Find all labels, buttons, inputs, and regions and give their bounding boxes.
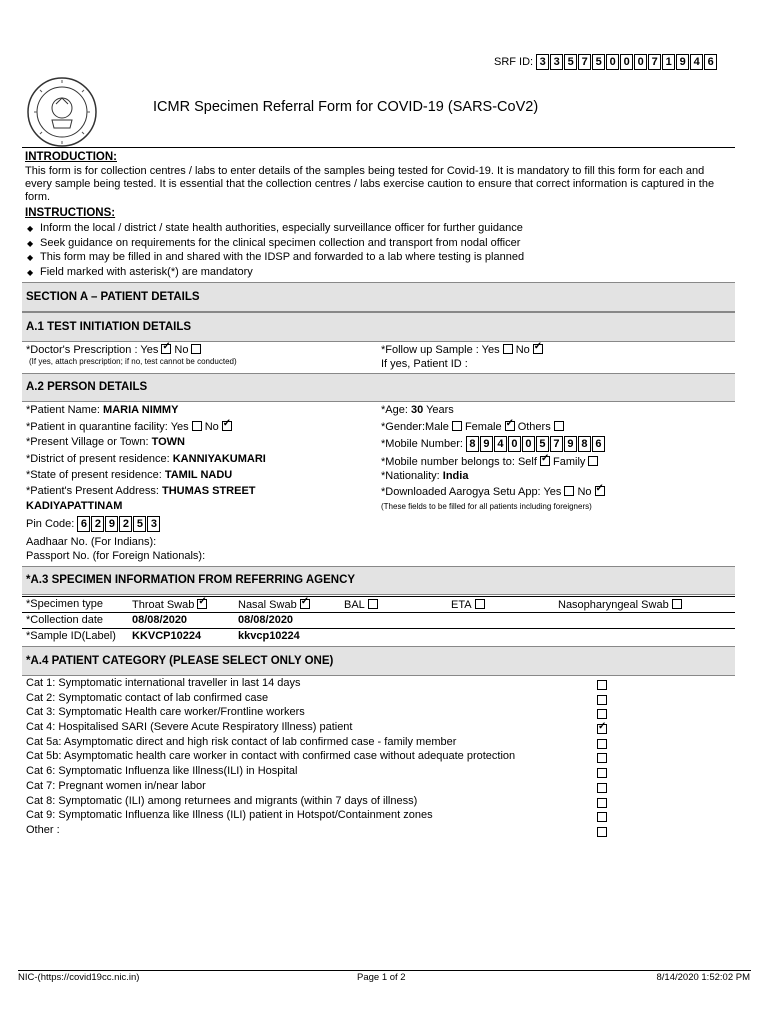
address-line2: KADIYAPATTINAM [26,500,123,512]
pin-code-label: Pin Code: [26,517,75,530]
category-label: Other : [26,823,60,836]
srf-digit-box: 5 [592,54,605,70]
srf-digit-box: 6 [704,54,717,70]
category-checkbox[interactable] [597,768,607,778]
category-checkbox[interactable] [597,827,607,837]
bal-label: BAL [344,599,365,611]
eta-checkbox[interactable] [475,599,485,609]
category-list [26,677,726,839]
quarantine-yes-checkbox[interactable] [192,421,202,431]
mobile-family-label: Family [553,456,586,468]
instructions-heading: INSTRUCTIONS: [25,207,116,219]
srf-digit-box: 3 [536,54,549,70]
category-row [26,795,726,810]
state-value: TAMIL NADU [164,469,233,481]
a3-rule-top [22,596,735,597]
follow-up-no-checkbox[interactable] [533,344,543,354]
aarogya-no-checkbox[interactable] [595,486,605,496]
collection-date-label: *Collection date [26,614,104,626]
age-unit: Years [423,404,454,416]
age-label: *Age: [381,404,411,416]
address-label: *Patient's Present Address: [26,485,163,497]
passport-label: Passport No. (for Foreign Nationals): [26,550,206,562]
category-row [26,736,726,751]
a2-heading: A.2 PERSON DETAILS [22,373,735,402]
category-label: Cat 5b: Asymptomatic health care worker in contact with confirmed case without adequate protection [26,750,516,763]
nationality-label: *Nationality: [381,470,443,482]
intro-heading: INTRODUCTION: [25,151,117,163]
patient-id-label: If yes, Patient ID : [381,358,468,370]
category-checkbox[interactable] [597,739,607,749]
mobile-digit-box: 7 [550,436,563,452]
category-label: Cat 2: Symptomatic contact of lab confirmed case [26,691,269,704]
category-checkbox[interactable] [597,709,607,719]
srf-id-boxes [536,54,717,70]
pin-digit-box: 9 [105,516,118,532]
category-row [26,677,726,692]
mobile-number [381,436,605,452]
srf-digit-box: 5 [564,54,577,70]
a4-heading: *A.4 PATIENT CATEGORY (PLEASE SELECT ONLY ONE) [22,646,735,676]
mobile-digit-box: 6 [592,436,605,452]
patient-name-value: MARIA NIMMY [103,404,179,416]
mobile-digit-box: 5 [536,436,549,452]
mobile-digit-box: 9 [480,436,493,452]
category-checkbox[interactable] [597,680,607,690]
page-title: ICMR Specimen Referral Form for COVID-19 (SARS-CoV2) [153,99,539,115]
throat-swab [132,598,207,612]
throat-swab-checkbox[interactable] [197,599,207,609]
state [26,469,232,482]
instructions-list [25,222,735,281]
mobile-digit-box: 8 [578,436,591,452]
aadhaar-label: Aadhaar No. (For Indians): [26,536,157,548]
district [26,453,266,466]
mobile-number-label: *Mobile Number: [381,437,463,450]
srf-digit-box: 1 [662,54,675,70]
gender-male-checkbox[interactable] [452,421,462,431]
specimen-type-label: *Specimen type [26,598,104,610]
nasal-swab [238,598,310,612]
srf-digit-box: 0 [606,54,619,70]
district-label: *District of present residence: [26,453,173,465]
category-label: Cat 7: Pregnant women in/near labor [26,779,206,792]
nasal-sample-id: kkvcp10224 [238,630,300,642]
srf-digit-box: 7 [648,54,661,70]
gender-label: *Gender:Male [381,421,449,433]
instruction-item: ◆ Seek guidance on requirements for the clinical specimen collection and transport from nodal officer [25,237,735,252]
follow-up-label: *Follow up Sample : Yes [381,344,500,356]
category-label: Cat 9: Symptomatic Influenza like Illness (ILI) patient in Hotspot/Containment zones [26,809,433,822]
category-checkbox[interactable] [597,724,607,734]
mobile-self-checkbox[interactable] [540,456,550,466]
category-row [26,824,726,839]
pin-digit-box: 6 [77,516,90,532]
mobile-family-checkbox[interactable] [588,456,598,466]
nationality-value: India [442,470,469,482]
footer-left: NIC-(https://covid19cc.nic.in) [18,972,140,983]
mobile-digit-box: 0 [522,436,535,452]
category-checkbox[interactable] [597,798,607,808]
mobile-digit-box: 0 [508,436,521,452]
category-checkbox[interactable] [597,783,607,793]
gender-others-checkbox[interactable] [554,421,564,431]
mobile-digit-box: 9 [564,436,577,452]
doctor-no-checkbox[interactable] [191,344,201,354]
doctor-no-label: No [174,344,189,356]
state-label: *State of present residence: [26,469,165,481]
follow-up-sample [381,343,543,357]
instruction-item: ◆ Field marked with asterisk(*) are mandatory [25,266,735,281]
category-row [26,809,726,824]
doctor-prescription-label: *Doctor's Prescription : Yes [26,344,159,356]
category-checkbox[interactable] [597,812,607,822]
age [381,404,454,417]
srf-digit-box: 9 [676,54,689,70]
aarogya-no-label: No [577,486,592,498]
category-checkbox[interactable] [597,753,607,763]
village-label: *Present Village or Town: [26,436,152,448]
category-row [26,750,726,765]
nasopharyngeal-swab-label: Nasopharyngeal Swab [558,599,669,611]
category-checkbox[interactable] [597,695,607,705]
pin-code-boxes [77,516,160,532]
srf-digit-box: 0 [620,54,633,70]
age-value: 30 [410,404,424,416]
gender-female-label: Female [464,421,502,433]
category-label: Cat 6: Symptomatic Influenza like Illness(ILI) in Hospital [26,765,298,778]
aarogya-label: *Downloaded Aarogya Setu App: Yes [381,486,562,498]
a3-rule [22,612,735,613]
mobile-digit-box: 4 [494,436,507,452]
quarantine [26,420,232,434]
village-value: TOWN [151,436,185,448]
address [26,485,256,498]
aarogya-setu [381,485,605,499]
category-row [26,721,726,736]
pin-code [26,516,160,532]
category-label: Cat 8: Symptomatic (ILI) among returnees and migrants (within 7 days of illness) [26,794,418,807]
quarantine-label: *Patient in quarantine facility: Yes [26,421,189,433]
nasal-swab-checkbox[interactable] [300,599,310,609]
doctor-yes-checkbox[interactable] [161,344,171,354]
icmr-logo-icon [26,76,98,148]
doctor-prescription [26,343,201,357]
village [26,436,185,449]
patient-name-label: *Patient Name: [26,404,104,416]
srf-digit-box: 0 [634,54,647,70]
throat-collection-date: 08/08/2020 [132,614,188,626]
srf-id [494,54,717,70]
district-value: KANNIYAKUMARI [172,453,266,465]
gender-others-label: Others [517,421,551,433]
nasal-swab-label: Nasal Swab [238,599,297,611]
pin-digit-box: 3 [147,516,160,532]
throat-swab-label: Throat Swab [132,599,195,611]
nasopharyngeal-swab [558,598,682,612]
category-row [26,780,726,795]
footer-page: Page 1 of 2 [357,972,406,983]
quarantine-no-label: No [204,421,219,433]
foreigners-note: (These fields to be filled for all patients including foreigners) [381,502,592,511]
instruction-item: ◆ Inform the local / district / state health authorities, especially surveillance officer for further guidance [25,222,735,237]
category-label: Cat 3: Symptomatic Health care worker/Frontline workers [26,706,305,719]
patient-name [26,404,178,417]
srf-id-label: SRF ID: [494,55,534,68]
mobile-number-boxes [466,436,605,452]
address-line1: THUMAS STREET [162,485,256,497]
bal [344,598,378,612]
follow-up-no-label: No [515,344,530,356]
eta-label: ETA [451,599,472,611]
bal-checkbox[interactable] [368,599,378,609]
doctor-note: (If yes, attach prescription; if no, test cannot be conducted) [29,357,237,366]
intro-text: This form is for collection centres / labs to enter details of the samples being tested for Covid-19. It is mandatory to fill this form for each and every sample being tested. It is essential that the collection centres / labs exercise caution to ensure that correct information is captured in the form. [25,165,715,203]
gender [381,420,564,434]
divider [22,147,735,148]
nationality [381,470,468,483]
footer-timestamp: 8/14/2020 1:52:02 PM [656,972,750,983]
category-row [26,706,726,721]
srf-digit-box: 3 [550,54,563,70]
eta [451,598,485,612]
a3-heading: *A.3 SPECIMEN INFORMATION FROM REFERRING AGENCY [22,566,735,595]
category-label: Cat 4: Hospitalised SARI (Severe Acute Respiratory Illness) patient [26,721,353,734]
mobile-belongs-label: *Mobile number belongs to: Self [381,456,537,468]
throat-sample-id: KKVCP10224 [132,630,202,642]
a1-heading: A.1 TEST INITIATION DETAILS [22,312,735,342]
srf-digit-box: 7 [578,54,591,70]
category-label: Cat 1: Symptomatic international traveller in last 14 days [26,677,301,689]
mobile-belongs [381,455,598,469]
category-label: Cat 5a: Asymptomatic direct and high risk contact of lab confirmed case - family member [26,735,457,748]
mobile-digit-box: 8 [466,436,479,452]
footer-divider [18,970,751,971]
a3-rule [22,628,735,629]
section-a-heading: SECTION A – PATIENT DETAILS [22,282,735,312]
aarogya-yes-checkbox[interactable] [564,486,574,496]
pin-digit-box: 2 [91,516,104,532]
quarantine-no-checkbox[interactable] [222,421,232,431]
category-row [26,765,726,780]
nasopharyngeal-swab-checkbox[interactable] [672,599,682,609]
nasal-collection-date: 08/08/2020 [238,614,294,626]
category-row [26,692,726,707]
pin-digit-box: 2 [119,516,132,532]
gender-female-checkbox[interactable] [505,421,515,431]
follow-up-yes-checkbox[interactable] [503,344,513,354]
instruction-item: ◆ This form may be filled in and shared with the IDSP and forwarded to a lab where testing is planned [25,251,735,266]
pin-digit-box: 5 [133,516,146,532]
sample-id-label: *Sample ID(Label) [26,630,116,642]
srf-digit-box: 4 [690,54,703,70]
